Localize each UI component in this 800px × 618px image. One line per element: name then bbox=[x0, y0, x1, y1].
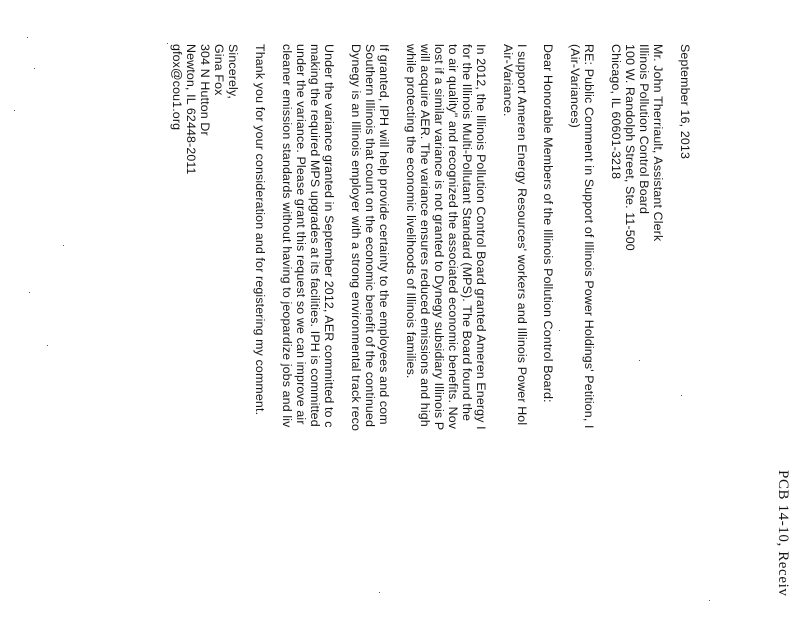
paragraph-1-line: Air-Variance. bbox=[501, 44, 515, 117]
re-line: RE: Public Comment in Support of Illinois Power Holdings' Petition, I bbox=[582, 44, 596, 429]
paragraph-4-line: under the variance. Please grant this request so we can improve air bbox=[294, 44, 308, 425]
paragraph-4-line: cleaner emission standards without having to jeopardize jobs and liv bbox=[280, 44, 294, 428]
signature-city: Newton, IL 62448-2011 bbox=[184, 44, 198, 175]
recipient-street: 100 W. Randolph Street, Ste. 11-500 bbox=[623, 44, 637, 251]
paragraph-3-line: If granted, IPH will help provide certainty to the employees and com bbox=[377, 44, 391, 425]
paragraph-2-line: for the Illinois Multi-Pollutant Standard (MPS). The Board found the bbox=[460, 44, 474, 422]
paragraph-3-line: Dynegy is an Illinois employer with a strong environmental track reco bbox=[349, 44, 363, 432]
scan-speck bbox=[379, 592, 380, 593]
paragraph-2-line: to air quality" and recognized the associated economic benefits. Nov bbox=[446, 44, 460, 430]
salutation: Dear Honorable Members of the Illinois Pollution Control Board: bbox=[541, 44, 555, 403]
paragraph-3-line: Southern Illinois that count on the economic benefit of the continued bbox=[363, 44, 377, 428]
signature-street: 304 N Hutton Dr bbox=[198, 44, 212, 136]
recipient-org: Illinois Pollution Control Board bbox=[637, 44, 651, 215]
scan-speck bbox=[27, 37, 28, 38]
paragraph-4-line: Under the variance granted in September 2012, AER committed to c bbox=[322, 44, 336, 428]
paragraph-2-line: In 2012, the Illinois Pollution Control Board granted Ameren Energy I bbox=[474, 44, 488, 430]
scan-speck bbox=[709, 600, 710, 601]
scan-speck bbox=[29, 292, 30, 293]
paragraph-2-line: lost if a similar variance is not granted to Dynegy subsidiary Illinois P bbox=[432, 44, 446, 431]
scan-speck bbox=[34, 68, 35, 69]
scan-speck bbox=[63, 245, 64, 246]
scan-speck bbox=[559, 330, 560, 331]
letter-date: September 16, 2013 bbox=[678, 44, 692, 159]
scan-speck bbox=[167, 43, 168, 44]
scan-speck bbox=[14, 110, 15, 111]
signature-name: Gina Fox bbox=[212, 44, 226, 96]
scan-speck bbox=[639, 360, 640, 361]
receipt-stamp: PCB 14-10, Receiv bbox=[775, 470, 791, 597]
paragraph-2-line: while protecting the economic livelihoods of Illinois families. bbox=[404, 44, 418, 379]
re-line-continued: (Air-Variances) bbox=[568, 44, 582, 128]
scan-speck bbox=[47, 345, 48, 346]
recipient-city: Chicago, IL 60601-3218 bbox=[609, 44, 623, 180]
scan-speck bbox=[681, 395, 682, 396]
paragraph-1-line: I support Ameren Energy Resources' workers and Illinois Power Hol bbox=[515, 44, 529, 426]
closing-line: Thank you for your consideration and for registering my comment. bbox=[253, 44, 267, 416]
recipient-name: Mr. John Therriault, Assistant Clerk bbox=[651, 44, 665, 242]
paragraph-4-line: making the required MPS upgrades at its facilities. IPH is committed bbox=[308, 44, 322, 427]
paragraph-2-line: will acquire AER. The variance ensures reduced emissions and high bbox=[418, 44, 432, 427]
signature-email: gfox@cou1.org bbox=[170, 44, 184, 131]
signature-closing: Sincerely, bbox=[226, 44, 240, 99]
